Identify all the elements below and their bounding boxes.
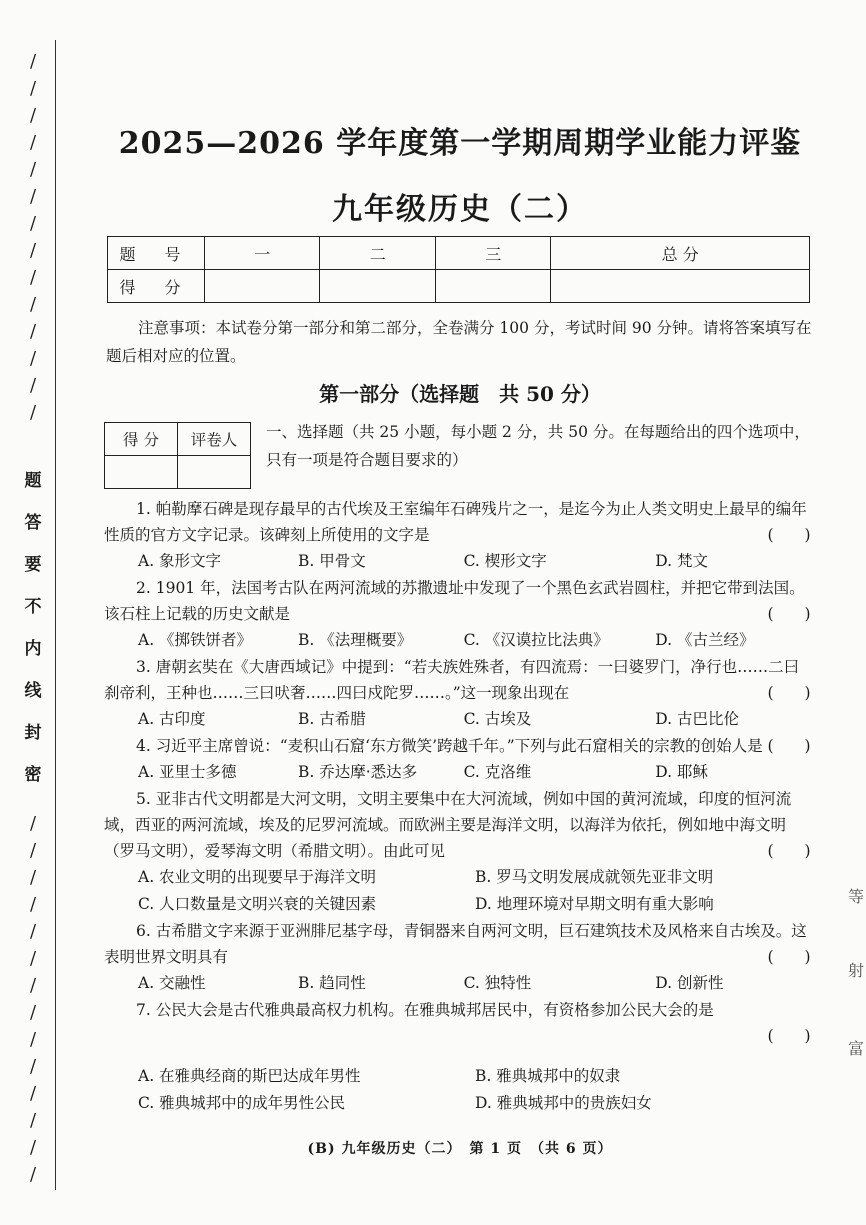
question-stem: 3. 唐朝玄奘在《大唐西域记》中提到：“若夫族姓殊者，有四流焉：一曰婆罗门，净行也……二曰刹帝利，王种也……三曰吠奢……四曰戍陀罗……。”这一现象出现在 ( ) (104, 654, 812, 706)
exam-title: 2025—2026 学年度第一学期周期学业能力评鉴 (118, 126, 802, 161)
question (104, 496, 812, 574)
option[interactable]: C. 克洛维 (463, 763, 532, 781)
score-entry-cell[interactable] (320, 270, 435, 303)
option[interactable]: D. 古巴比伦 (655, 710, 739, 728)
seal-char: 答 (24, 513, 42, 533)
seal-char: 线 (24, 681, 42, 701)
option[interactable]: B. 乔达摩·悉达多 (298, 763, 418, 781)
option[interactable]: A. 农业文明的出现要早于海洋文明 (138, 868, 377, 886)
option-row (104, 970, 812, 996)
answer-paren[interactable]: ( ) (767, 842, 811, 860)
grader-table-cell: 得 分 (105, 423, 178, 456)
option[interactable]: A. 象形文字 (138, 552, 222, 570)
seal-char: 题 (24, 471, 42, 491)
option[interactable]: D. 地理环境对早期文明有重大影响 (475, 895, 714, 913)
option[interactable]: B. 甲骨文 (298, 552, 366, 570)
answer-paren-line (104, 1023, 812, 1049)
binding-line (55, 40, 56, 1190)
binding-dashes-bottom: / / / / / / / / / / / / / / (29, 813, 37, 1185)
question (104, 997, 812, 1116)
question (104, 654, 812, 732)
seal-char: 封 (24, 723, 42, 743)
answer-paren[interactable]: ( ) (767, 526, 811, 544)
option[interactable]: C. 古埃及 (463, 710, 532, 728)
option[interactable]: A. 在雅典经商的斯巴达成年男性 (138, 1067, 361, 1085)
option[interactable]: B. 罗马文明发展成就领先亚非文明 (475, 868, 714, 886)
edge-fragment: 等 (847, 887, 864, 906)
binding-margin (12, 40, 58, 1190)
edge-fragment: 富 (847, 1039, 864, 1058)
grader-entry-cell[interactable] (178, 456, 251, 489)
option[interactable]: B. 雅典城邦中的奴隶 (475, 1067, 621, 1085)
score-entry-cell[interactable] (205, 270, 320, 303)
grader-table (104, 422, 251, 489)
section-instructions: 一、选择题（共 25 小题，每小题 2 分，共 50 分。在每题给出的四个选项中，只有一项是符合题目要求的） (266, 423, 810, 469)
option-row (104, 864, 812, 890)
seal-char: 内 (24, 639, 42, 659)
question-stem: 6. 古希腊文字来源于亚洲腓尼基字母，青铜器来自两河文明，巨石建筑技术及风格来自古埃及。这表明世界文明具有 ( ) (104, 918, 812, 970)
score-entry-cell[interactable] (551, 270, 810, 303)
option[interactable]: B. 古希腊 (298, 710, 366, 728)
answer-paren[interactable]: ( ) (767, 684, 811, 702)
option[interactable]: C. 《汉谟拉比法典》 (463, 631, 609, 649)
question-stem: 1. 帕勒摩石碑是现存最早的古代埃及王室编年石碑残片之一，是迄今为止人类文明史上最早的编年性质的官方文字记录。该碑刻上所使用的文字是 ( ) (104, 496, 812, 548)
score-table-cell: 得 分 (108, 270, 205, 303)
option[interactable]: A. 《掷铁饼者》 (138, 631, 253, 649)
option-row (104, 627, 812, 653)
option-row (104, 1063, 812, 1089)
question (104, 575, 812, 653)
grader-table-cell: 评卷人 (178, 423, 251, 456)
question (104, 918, 812, 996)
seal-line-text (16, 460, 50, 796)
score-table-cell: 三 (435, 237, 550, 270)
score-entry-cell[interactable] (435, 270, 550, 303)
seal-char: 密 (24, 765, 42, 785)
option[interactable]: A. 交融性 (138, 974, 206, 992)
answer-paren[interactable]: ( ) (767, 1027, 811, 1045)
exam-subtitle: 九年级历史（二） (332, 192, 588, 227)
option[interactable]: C. 独特性 (463, 974, 532, 992)
option-row (104, 706, 812, 732)
question-stem: 2. 1901 年，法国考古队在两河流域的苏撒遗址中发现了一个黑色玄武岩圆柱，并把它带到法国。该石柱上记载的历史文献是 ( ) (104, 575, 812, 627)
option[interactable]: B. 《法理概要》 (298, 631, 413, 649)
part-title: 第一部分（选择题 共 50 分） (319, 382, 601, 406)
question (104, 786, 812, 917)
question-stem: 7. 公民大会是古代雅典最高权力机构。在雅典城邦居民中，有资格参加公民大会的是 (136, 1001, 714, 1019)
edge-fragment: 射 (847, 961, 864, 980)
answer-paren[interactable]: ( ) (767, 737, 811, 755)
option[interactable]: D. 耶稣 (655, 763, 708, 781)
score-table-cell: 题 号 (108, 237, 205, 270)
question-stem: 5. 亚非古代文明都是大河文明，文明主要集中在大河流域，例如中国的黄河流域，印度的恒河流域，西亚的两河流域，埃及的尼罗河流域。而欧洲主要是海洋文明，以海洋为依托，例如地中海文明（罗马文明），爱琴海文明（希腊文明）。由此可见 ( ) (104, 786, 812, 864)
answer-paren[interactable]: ( ) (767, 605, 811, 623)
option[interactable]: D. 雅典城邦中的贵族妇女 (475, 1094, 652, 1112)
question (104, 733, 812, 785)
score-table-cell: 二 (320, 237, 435, 270)
option-row (104, 759, 812, 785)
score-table (107, 236, 810, 303)
option[interactable]: B. 趋同性 (298, 974, 366, 992)
option[interactable]: C. 人口数量是文明兴衰的关键因素 (138, 895, 377, 913)
option[interactable]: D. 《古兰经》 (655, 631, 755, 649)
binding-dashes-top: / / / / / / / / / / / / / / (29, 51, 37, 423)
score-table-cell: 一 (205, 237, 320, 270)
exam-notice: 注意事项：本试卷分第一部分和第二部分，全卷满分 100 分，考试时间 90 分钟。请将答案填写在题后相对应的位置。 (106, 319, 812, 365)
question-stem: 4. 习近平主席曾说：“麦积山石窟‘东方微笑’跨越千年。”下列与此石窟相关的宗教的创始人是 ( ) (104, 733, 812, 759)
score-entry-cell[interactable] (105, 456, 178, 489)
option[interactable]: C. 雅典城邦中的成年男性公民 (138, 1094, 346, 1112)
page-footer: (B) 九年级历史（二） 第 1 页 （共 6 页） (307, 1141, 613, 1157)
option[interactable]: D. 梵文 (655, 552, 708, 570)
option[interactable]: A. 亚里士多德 (138, 763, 237, 781)
score-table-cell: 总 分 (551, 237, 810, 270)
score-table-score-row (108, 270, 810, 303)
option[interactable]: C. 楔形文字 (463, 552, 547, 570)
option[interactable]: D. 创新性 (655, 974, 724, 992)
seal-char: 不 (24, 597, 42, 617)
option-row (104, 548, 812, 574)
exam-header (110, 118, 810, 228)
answer-paren[interactable]: ( ) (767, 948, 811, 966)
option[interactable]: A. 古印度 (138, 710, 206, 728)
question-list (104, 496, 812, 1117)
option-row (104, 1090, 812, 1116)
score-table-header-row (108, 237, 810, 270)
option-row (104, 891, 812, 917)
seal-char: 要 (24, 555, 42, 575)
